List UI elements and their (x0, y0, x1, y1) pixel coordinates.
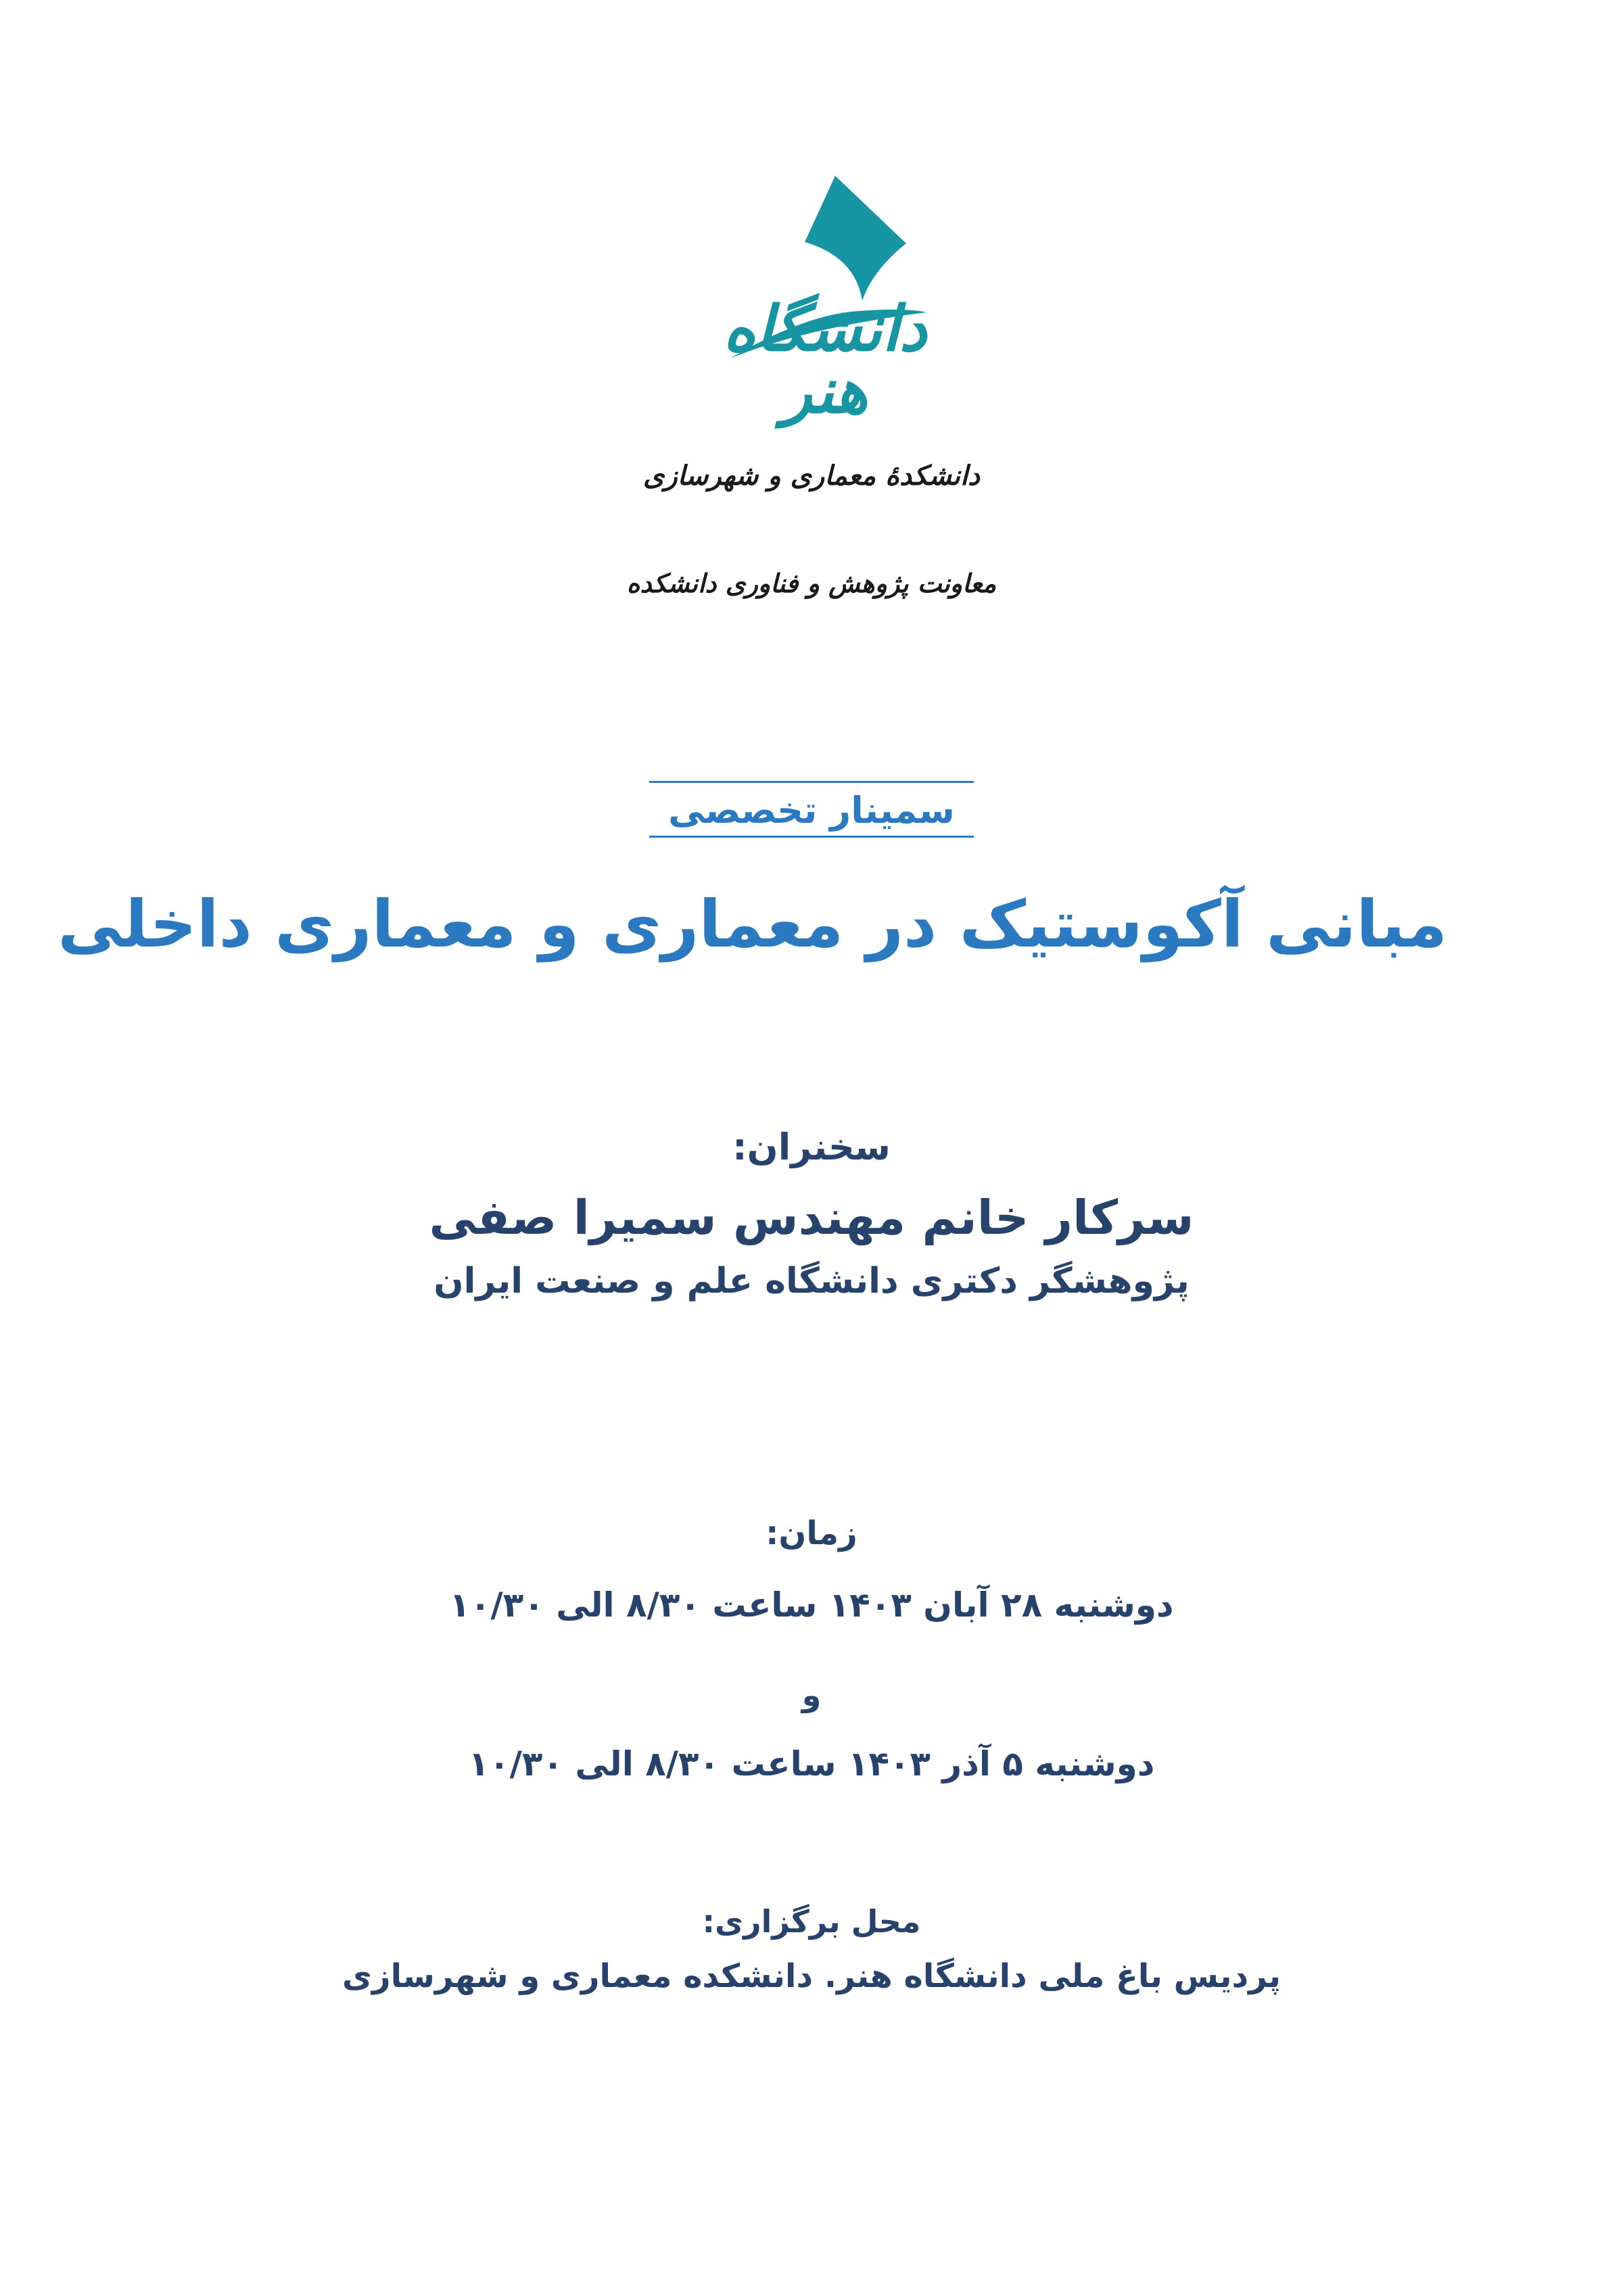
research-deputy-name: معاونت پژوهش و فناوری دانشکده (626, 568, 997, 598)
session-date-2: دوشنبه ۵ آذر ۱۴۰۳ ساعت ۸/۳۰ الی ۱۰/۳۰ (468, 1744, 1155, 1784)
time-label: زمان: (766, 1514, 857, 1552)
speaker-label: سخنران: (732, 1126, 891, 1168)
venue-label: محل برگزاری: (702, 1903, 921, 1940)
faculty-name: دانشکدۀ معماری و شهرسازی (643, 460, 980, 492)
session-date-1: دوشنبه ۲۸ آبان ۱۴۰۳ ساعت ۸/۳۰ الی ۱۰/۳۰ (449, 1585, 1174, 1625)
venue-text: پردیس باغ ملی دانشگاه هنر. دانشکده معماری و شهرسازی (342, 1957, 1281, 1995)
seminar-title: مبانی آکوستیک در معماری و معماری داخلی (57, 886, 1447, 962)
speaker-affiliation: پژوهشگر دکتری دانشگاه علم و صنعت ایران (433, 1261, 1190, 1301)
seminar-rule-bottom (649, 836, 974, 838)
seminar-label-block (649, 781, 974, 838)
speaker-name: سرکار خانم مهندس سمیرا صفی (429, 1190, 1194, 1245)
seminar-label: سمینار تخصصی (668, 789, 955, 832)
session-conjunction: و (801, 1677, 822, 1713)
logo-wordmark: دانشگاه هنر (723, 292, 927, 427)
